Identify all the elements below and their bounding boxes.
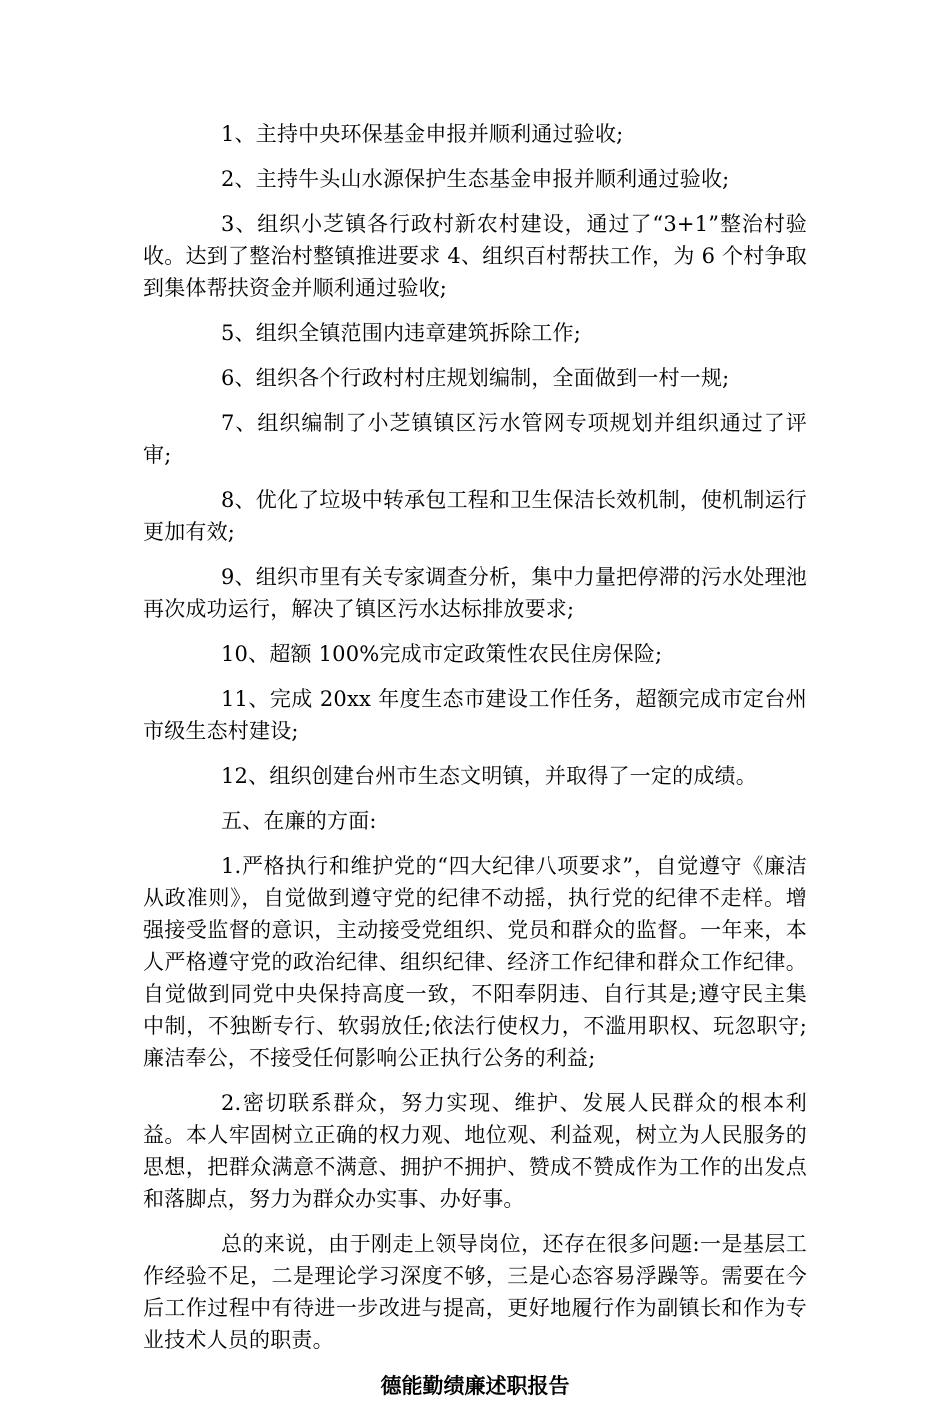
paragraph-item-10: 10、超额 100%完成市定政策性农民住房保险; <box>221 642 663 666</box>
paragraph-integrity-2: 2.密切联系群众，努力实现、维护、发展人民群众的根本利益。本人牢固树立正确的权力观、地位观、利益观，树立为人民服务的思想，把群众满意不满意、拥护不拥护、赞成不赞成作为工作的出发点和落脚点，努力为群众办实事、办好事。 <box>143 1091 807 1211</box>
paragraph-item-7: 7、组织编制了小芝镇镇区污水管网专项规划并组织通过了评审; <box>143 411 807 467</box>
paragraph-summary: 总的来说，由于刚走上领导岗位，还存在很多问题:一是基层工作经验不足，二是理论学习深度不够，三是心态容易浮躁等。需要在今后工作过程中有待进一步改进与提高，更好地履行作为副镇长和作为专业技术人员的职责。 <box>143 1232 807 1352</box>
report-title: 德能勤绩廉述职报告 <box>380 1374 570 1398</box>
paragraph-item-12: 12、组织创建台州市生态文明镇，并取得了一定的成绩。 <box>221 764 757 788</box>
paragraph-item-9: 9、组织市里有关专家调查分析，集中力量把停滞的污水处理池再次成功运行，解决了镇区污水达标排放要求; <box>143 565 807 621</box>
paragraph-item-1: 1、主持中央环保基金申报并顺利通过验收; <box>221 122 624 146</box>
section-heading-integrity: 五、在廉的方面: <box>221 809 377 833</box>
paragraph-item-5: 5、组织全镇范围内违章建筑拆除工作; <box>221 321 582 345</box>
paragraph-item-2: 2、主持牛头山水源保护生态基金申报并顺利通过验收; <box>221 167 730 191</box>
paragraph-item-3: 3、组织小芝镇各行政村新农村建设，通过了“3+1”整治村验收。达到了整治村整镇推进要求 4、组织百村帮扶工作，为 6 个村争取到集体帮扶资金并顺利通过验收; <box>143 212 807 300</box>
paragraph-integrity-1: 1.严格执行和维护党的“四大纪律八项要求”，自觉遵守《廉洁从政准则》，自觉做到遵守党的纪律不动摇，执行党的纪律不走样。增强接受监督的意识，主动接受党组织、党员和群众的监督。一年来，本人严格遵守党的政治纪律、组织纪律、经济工作纪律和群众工作纪律。自觉做到同党中央保持高度一致，不阳奉阴违、自行其是;遵守民主集中制，不独断专行、软弱放任;依法行使权力，不滥用职权、玩忽职守;廉洁奉公，不接受任何影响公正执行公务的利益; <box>143 854 807 1070</box>
paragraph-item-6: 6、组织各个行政村村庄规划编制，全面做到一村一规; <box>221 366 730 390</box>
document-body <box>143 118 807 1402</box>
paragraph-item-11: 11、完成 20xx 年度生态市建设工作任务，超额完成市定台州市级生态村建设; <box>143 687 807 743</box>
paragraph-item-8: 8、优化了垃圾中转承包工程和卫生保洁长效机制，使机制运行更加有效; <box>143 488 807 544</box>
